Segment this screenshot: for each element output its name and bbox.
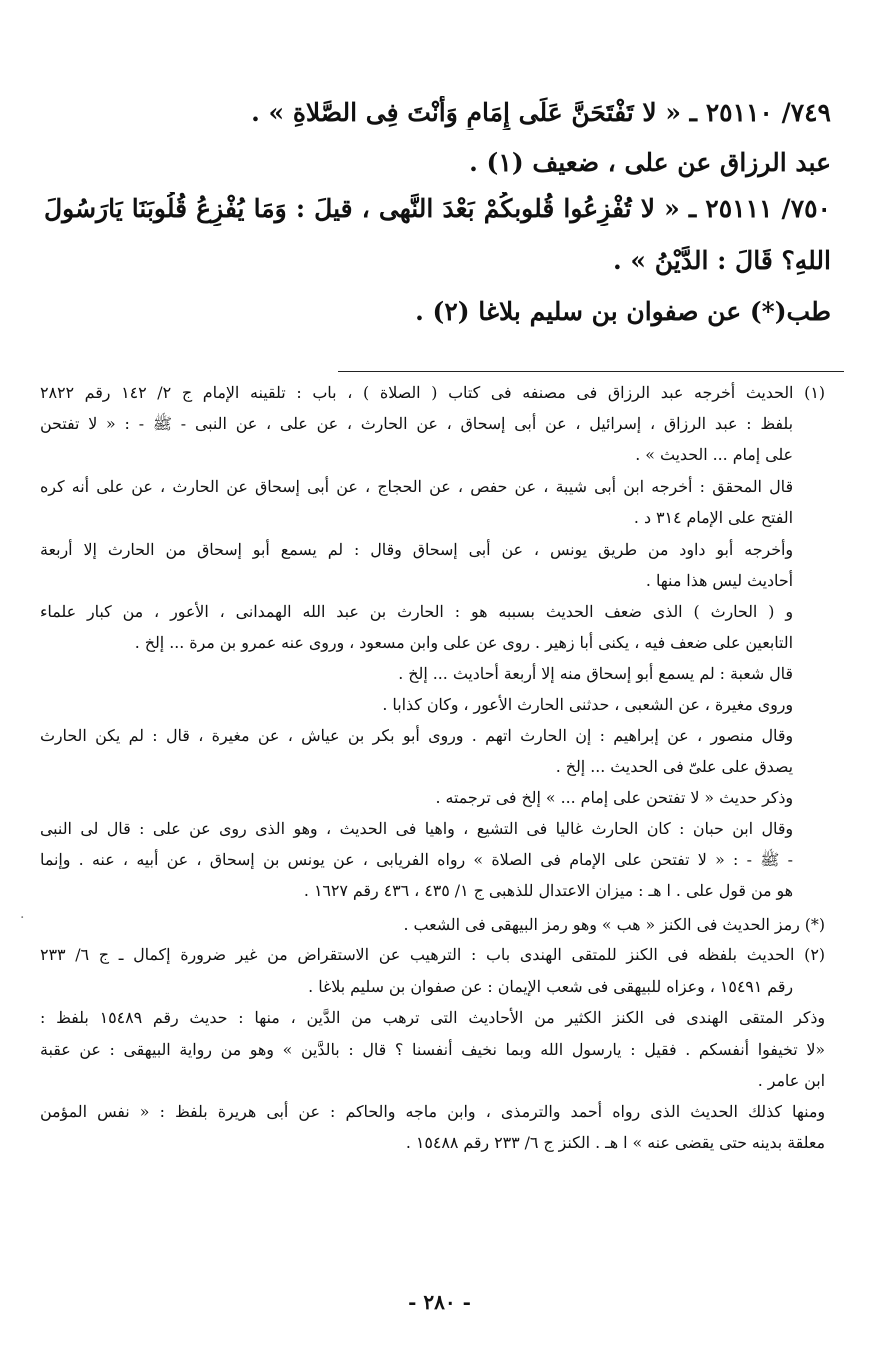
- footnote-line: ابن عامر .: [757, 1071, 825, 1090]
- footnote-line: (*) رمز الحديث فى الكنز « هب » وهو رمز البيهقى فى الشعب .: [403, 915, 825, 934]
- footnote-line: «لا تخيفوا أنفسكم . فقيل : يارسول الله وبما نخيف أنفسنا ؟ قال : بالدَّين » وهو من رواية البيهقى : عن عقبة: [40, 1040, 825, 1059]
- hadith-749-source: عبد الرزاق عن على ، ضعيف (١) .: [469, 148, 831, 177]
- footnote-line: (٢) الحديث بلفظه فى الكنز للمتقى الهندى باب : الترهيب عن الاستقراض من غير ضرورة إكمال ـ ج ٦/ ٢٣٣: [40, 945, 825, 964]
- scan-margin-mark: ·: [20, 910, 25, 926]
- footnote-line: ومنها كذلك الحديث الذى رواه أحمد والترمذى ، وابن ماجه والحاكم : عن أبى هريرة بلفظ : « نفس المؤمن: [40, 1102, 825, 1121]
- hadith-749-text: ٧٤٩/ ٢٥١١٠ ـ « لا تَفْتَحَنَّ عَلَى إِمَامٍ وَأَنْتَ فِى الصَّلاةِ » .: [251, 98, 831, 127]
- footnote-line: وقال ابن حبان : كان الحارث غاليا فى التشيع ، واهيا فى الحديث ، وهو الذى روى عن على : قال لى النبى: [40, 819, 793, 838]
- footnote-line: - ﷺ - : « لا تفتحن على الإمام فى الصلاة » رواه الفريابى ، عن يونس بن إسحاق ، عن أبيه ، عنه . وإنما: [40, 850, 793, 869]
- footnote-line: التابعين على ضعف فيه ، يكنى أبا زهير . روى عن على وابن مسعود ، وروى عنه عمرو بن مرة ... إلخ .: [134, 633, 793, 652]
- footnote-line: وقال منصور ، عن إبراهيم : إن الحارث اتهم . وروى أبو بكر بن عياش ، عن مغيرة ، قال : لم يكن الحارث: [40, 726, 793, 745]
- footnote-line: وذكر المتقى الهندى فى الكنز الكثير من الأحاديث التى ترهب من الدَّين ، منها : حديث رقم ١٥٤٨٩ بلفظ :: [40, 1008, 825, 1027]
- footnote-line: أحاديث ليس هذا منها .: [645, 571, 793, 590]
- page-number: - ٢٨٠ -: [408, 1290, 471, 1314]
- footnote-line: الفتح على الإمام ٣١٤ د .: [633, 508, 793, 527]
- footnote-line: معلقة بدينه حتى يقضى عنه » ا هـ . الكنز ج ٦/ ٢٣٣ رقم ١٥٤٨٨ .: [405, 1133, 825, 1152]
- footnote-line: وروى مغيرة ، عن الشعبى ، حدثنى الحارث الأعور ، وكان كذابا .: [382, 695, 793, 714]
- footnote-line: رقم ١٥٤٩١ ، وعزاه للبيهقى فى شعب الإيمان : عن صفوان بن سليم بلاغا .: [308, 977, 793, 996]
- footnote-line: (١) الحديث أخرجه عبد الرزاق فى مصنفه فى كتاب ( الصلاة ) ، باب : تلقينه الإمام ج ٢/ ١٤٢ رقم ٢٨٢٢: [40, 383, 825, 402]
- footnote-line: قال المحقق : أخرجه ابن أبى شيبة ، عن حفص ، عن الحجاج ، عن أبى إسحاق عن الحارث ، عن على أنه كره: [40, 477, 793, 496]
- footnote-line: وأخرجه أبو داود من طريق يونس ، عن أبى إسحاق وقال : لم يسمع أبو إسحاق من الحارث إلا أربعة: [40, 540, 793, 559]
- footnote-line: يصدق على علىّ فى الحديث ... إلخ .: [555, 757, 793, 776]
- hadith-750-source: طب(*) عن صفوان بن سليم بلاغا (٢) .: [415, 297, 831, 326]
- footnote-line: على إمام ... الحديث » .: [635, 445, 793, 464]
- footnote-line: هو من قول على . ا هـ : ميزان الاعتدال للذهبى ج ١/ ٤٣٥ ، ٤٣٦ رقم ١٦٢٧ .: [303, 881, 793, 900]
- footnote-line: وذكر حديث « لا تفتحن على إمام ... » إلخ فى ترجمته .: [435, 788, 793, 807]
- hadith-750-text: ٧٥٠/ ٢٥١١١ ـ « لا تُفْزِعُوا قُلوبكُمْ بَعْدَ النَّهى ، قيلَ : وَمَا يُفْزِعُ قُلُوبَنَا يَارَسُولَ: [44, 194, 831, 223]
- footnote-line: قال شعبة : لم يسمع أبو إسحاق منه إلا أربعة أحاديث ... إلخ .: [398, 664, 793, 683]
- footnote-line: و ( الحارث ) الذى ضعف الحديث بسببه هو : الحارث بن عبد الله الهمدانى ، الأعور ، من كبار علماء: [40, 602, 793, 621]
- footnote-separator: [338, 371, 844, 372]
- footnote-line: بلفظ : عبد الرزاق ، إسرائيل ، عن أبى إسحاق ، عن الحارث ، عن على ، عن النبى - ﷺ - : « لا تفتحن: [40, 414, 793, 433]
- hadith-750-text-cont: اللهِ؟ قَالَ : الدَّيْنُ » .: [613, 246, 831, 275]
